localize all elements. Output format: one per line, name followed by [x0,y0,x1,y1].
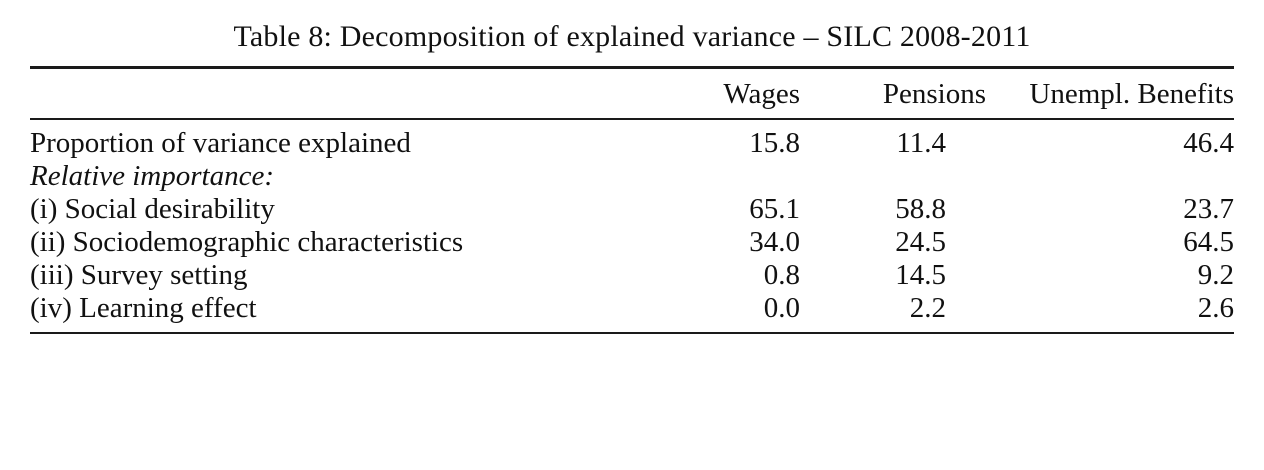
cell-unemployment-benefits: 9.2 [1197,258,1234,291]
row-label-sociodemographic-characteristics: (ii) Sociodemographic characteristics [30,225,464,258]
row-label-proportion-variance-explained: Proportion of variance explained [30,126,411,159]
table-row [30,226,1234,259]
table-spacer [30,120,1234,127]
cell-unemployment-benefits: 64.5 [1183,225,1234,258]
row-label-survey-setting: (iii) Survey setting [30,258,248,291]
cell-wages [634,160,800,193]
column-header-unemployment-benefits: Unempl. Benefits [1029,77,1234,110]
table-row [30,160,1234,193]
cell-unemployment-benefits: 2.6 [1197,291,1234,324]
cell-wages: 0.8 [763,258,800,291]
cell-pensions: 11.4 [896,126,946,159]
table-spacer [30,69,1234,78]
cell-pensions: 2.2 [909,291,946,324]
cell-pensions [800,160,986,193]
column-header-blank [30,78,634,111]
cell-pensions: 58.8 [895,192,946,225]
cell-pensions: 24.5 [895,225,946,258]
cell-wages: 0.0 [763,291,800,324]
cell-unemployment-benefits: 23.7 [1183,192,1234,225]
variance-decomposition-table [30,66,1234,334]
table-row [30,127,1234,160]
cell-pensions: 14.5 [895,258,946,291]
table-rule-bottom [30,333,1234,334]
row-label-relative-importance: Relative importance: [30,159,274,192]
row-label-social-desirability: (i) Social desirability [30,192,275,225]
column-header-wages: Wages [723,77,800,110]
table-row [30,292,1234,325]
table-spacer [30,111,1234,119]
table-spacer [30,325,1234,333]
cell-wages: 34.0 [749,225,800,258]
column-header-pensions: Pensions [882,77,986,110]
cell-wages: 15.8 [749,126,800,159]
table-row [30,193,1234,226]
cell-unemployment-benefits: 46.4 [1183,126,1234,159]
table-header-row [30,78,1234,111]
row-label-learning-effect: (iv) Learning effect [30,291,257,324]
cell-wages: 65.1 [749,192,800,225]
table-row [30,259,1234,292]
cell-unemployment-benefits [986,160,1234,193]
table-caption: Table 8: Decomposition of explained variance – SILC 2008-2011 [233,20,1031,53]
